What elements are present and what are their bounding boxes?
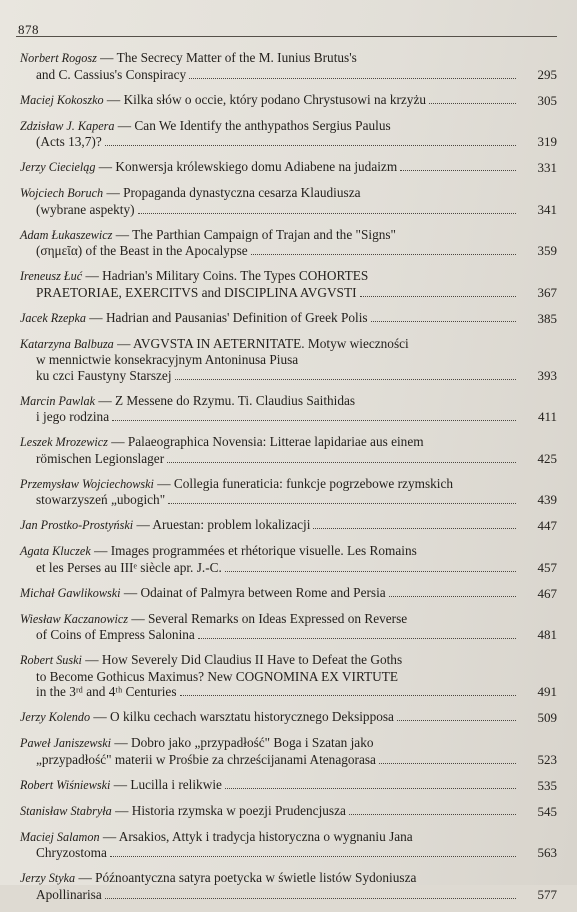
toc-entry — [20, 310, 557, 327]
toc-entry-text — [36, 627, 195, 643]
entry-page-number: 535 — [537, 777, 557, 793]
entry-title-line: Chryzostoma — [36, 845, 107, 860]
entry-title-line: Konwersja królewskiego domu Adiabene na judaizm — [115, 159, 398, 174]
toc-entry-text — [20, 185, 361, 200]
entry-author: Jerzy Ciecieląg — [20, 160, 96, 174]
entry-page-number: 563 — [537, 845, 557, 860]
entry-author: Leszek Mrozewicz — [20, 435, 108, 449]
entry-title-line: Kilka słów o occie, który podano Chrystusowi na krzyżu — [123, 91, 427, 107]
toc-entry — [20, 50, 557, 82]
toc-entry-first-line — [20, 434, 519, 451]
entry-title-line: ku czci Faustyny Starszej — [36, 367, 172, 383]
entry-title-line: stowarzyszeń „ubogich" — [36, 492, 166, 507]
entry-title-line: and C. Cassius's Conspiracy — [36, 66, 187, 82]
toc-entry-first-line — [20, 543, 519, 560]
entry-author: Katarzyna Balbuza — [20, 336, 114, 351]
em-dash: — — [103, 185, 124, 200]
toc-entry — [20, 652, 557, 700]
em-dash: — — [82, 268, 103, 283]
toc-entry-text — [36, 669, 398, 684]
toc-entry-first-line — [20, 185, 519, 202]
dot-leader — [371, 321, 516, 322]
toc-entry-text — [20, 611, 407, 626]
dot-leader — [189, 78, 516, 79]
entry-author: Ireneusz Łuć — [20, 269, 83, 283]
em-dash: — — [95, 159, 116, 174]
entry-page-number: 385 — [537, 310, 557, 326]
entry-title-line: The Secrecy Matter of the M. Iunius Brutus's — [116, 50, 357, 65]
toc-entry-text — [36, 752, 376, 768]
entry-title-line: et les Perses au IIIᵉ siècle apr. J.-C. — [36, 559, 222, 575]
entry-author: Jerzy Styka — [20, 871, 76, 885]
em-dash: — — [81, 652, 102, 667]
dot-leader — [225, 788, 516, 789]
toc-entry-first-line — [20, 310, 519, 327]
toc-entry-text — [20, 50, 357, 65]
entry-page-number: 411 — [537, 409, 557, 424]
toc-entry-continuation-line — [20, 669, 519, 685]
dot-leader — [360, 296, 517, 297]
entry-title-line: Can We Identify the anthypathos Sergius Paulus — [134, 117, 391, 133]
toc-entry — [20, 159, 557, 176]
entry-title-line: PRAETORIAE, EXERCITVS and DISCIPLINA AVGVSTI — [36, 284, 357, 300]
em-dash: — — [128, 610, 148, 626]
entry-title-line: Propaganda dynastyczna cesarza Klaudiusza — [123, 185, 361, 200]
toc-entry-text — [36, 684, 177, 700]
toc-entry — [20, 829, 557, 861]
toc-entry-text — [20, 777, 222, 794]
toc-entry — [20, 585, 557, 602]
entry-author: Wiesław Kaczanowicz — [20, 611, 128, 626]
toc-entry-continuation-line — [20, 285, 519, 301]
toc-entry-first-line — [20, 803, 519, 820]
toc-entry-text — [20, 434, 424, 449]
toc-entry-first-line — [20, 118, 519, 135]
toc-entry-text — [20, 92, 426, 109]
entry-author: Marcin Pawlak — [20, 393, 96, 408]
entry-page-number: 425 — [537, 450, 557, 466]
em-dash: — — [114, 117, 135, 133]
entry-title-line: (wybrane aspekty) — [36, 201, 135, 217]
entry-title-line: Several Remarks on Ideas Expressed on Reverse — [147, 610, 408, 626]
dot-leader — [105, 145, 516, 146]
dot-leader — [198, 638, 516, 639]
toc-entry-continuation-line — [20, 845, 519, 861]
entry-title-line: The Parthian Campaign of Trajan and the "Signs" — [132, 226, 396, 242]
toc-entry-text — [20, 735, 374, 750]
entry-page-number: 523 — [537, 751, 557, 767]
em-dash: — — [153, 475, 174, 491]
toc-entry-text — [20, 585, 386, 602]
dot-leader — [400, 170, 516, 171]
toc-entry-first-line — [20, 227, 519, 244]
toc-entry-text — [36, 409, 109, 425]
dot-leader — [313, 528, 516, 529]
toc-entry-continuation-line — [20, 684, 519, 700]
toc-entry-continuation-line — [20, 409, 519, 425]
entry-page-number: 439 — [537, 492, 557, 507]
em-dash: — — [110, 776, 131, 792]
entry-page-number: 545 — [537, 803, 557, 819]
toc-entry — [20, 434, 557, 466]
entry-page-number: 319 — [537, 134, 557, 149]
em-dash: — — [85, 309, 106, 325]
entry-page-number: 367 — [537, 284, 557, 300]
toc-entry-first-line — [20, 268, 519, 285]
entry-page-number: 393 — [537, 367, 557, 383]
toc-entry — [20, 92, 557, 109]
entry-title-line: Późnoantyczna satyra poetycka w świetle listów Sydoniusza — [95, 870, 417, 885]
entry-title-line: Hadrian's Military Coins. The Types COHORTES — [102, 268, 369, 283]
entry-title-line: Historia rzymska w poezji Prudencjusza — [131, 802, 346, 818]
dot-leader — [175, 379, 516, 380]
toc-entry-text — [20, 829, 413, 844]
toc-entry-first-line — [20, 777, 519, 794]
entry-author: Jerzy Kolendo — [20, 710, 91, 724]
entry-title-line: Hadrian and Pausanias' Definition of Greek Polis — [105, 309, 368, 325]
entry-author: Paweł Janiszewski — [20, 736, 112, 750]
entry-author: Adam Łukaszewicz — [20, 227, 113, 242]
dot-leader — [167, 462, 516, 463]
entry-title-line: Aruestan: problem lokalizacji — [152, 517, 311, 532]
toc-entry-first-line — [20, 50, 519, 67]
entry-page-number: 331 — [537, 160, 557, 175]
toc-entry-first-line — [20, 709, 519, 726]
em-dash: — — [75, 870, 96, 885]
em-dash: — — [96, 50, 117, 65]
entry-author: Agata Kluczek — [20, 544, 91, 558]
toc-entry — [20, 268, 557, 300]
entry-title-line: How Severely Did Claudius II Have to Defeat the Goths — [101, 652, 403, 667]
entry-author: Przemysław Wojciechowski — [20, 476, 154, 491]
toc-entry-text — [20, 543, 417, 558]
toc-entry — [20, 336, 557, 384]
em-dash: — — [112, 226, 133, 242]
entry-page-number: 491 — [537, 684, 557, 699]
toc-entry-text — [20, 268, 368, 283]
toc-entry-first-line — [20, 336, 519, 353]
toc-entry-text — [36, 887, 102, 903]
em-dash: — — [99, 828, 119, 844]
entry-title-line: of Coins of Empress Salonina — [36, 627, 195, 642]
dot-leader — [138, 213, 516, 214]
entry-author: Maciej Salamon — [20, 829, 100, 844]
toc-entry-text — [20, 310, 368, 327]
dot-leader — [110, 856, 516, 857]
table-of-contents — [20, 50, 557, 912]
entry-author: Zdzisław J. Kapera — [20, 118, 115, 133]
toc-entry-continuation-line — [20, 492, 519, 508]
entry-author: Jacek Rzepka — [20, 310, 86, 325]
entry-page-number: 341 — [537, 201, 557, 217]
toc-entry-continuation-line — [20, 368, 519, 384]
toc-entry-first-line — [20, 611, 519, 628]
entry-title-line: to Become Gothicus Maximus? New COGNOMINA EX VIRTUTE — [36, 668, 398, 684]
entry-title-line: Images programmées et rhétorique visuelle. Les Romains — [110, 543, 417, 558]
toc-entry — [20, 803, 557, 820]
toc-entry-text — [36, 368, 172, 384]
dot-leader — [379, 763, 516, 764]
em-dash: — — [95, 392, 115, 408]
entry-title-line: Apollinarisa — [36, 886, 102, 902]
toc-entry-text — [36, 243, 248, 259]
toc-entry-first-line — [20, 92, 519, 109]
em-dash: — — [113, 335, 133, 351]
entry-title-line: in the 3ʳᵈ and 4ᵗʰ Centuries — [36, 684, 177, 699]
entry-page-number: 481 — [537, 627, 557, 642]
toc-entry-continuation-line — [20, 202, 519, 218]
toc-entry-text — [20, 336, 409, 351]
em-dash: — — [90, 543, 111, 558]
entry-title-line: Palaeographica Novensia: Litterae lapidariae aus einem — [127, 434, 424, 449]
toc-entry-continuation-line — [20, 352, 519, 368]
toc-entry-first-line — [20, 652, 519, 669]
em-dash: — — [133, 517, 153, 532]
toc-entry — [20, 185, 557, 217]
dot-leader — [225, 571, 516, 572]
em-dash: — — [111, 735, 132, 750]
entry-title-line: Arsakios, Attyk i tradycja historyczna o wygnaniu Jana — [118, 828, 413, 844]
toc-entry-text — [36, 352, 298, 367]
entry-title-line: O kilku cechach warsztatu historycznego Deksipposa — [110, 709, 394, 724]
entry-title-line: Z Messene do Rzymu. Ti. Claudius Saithidas — [114, 392, 356, 408]
header-rule — [16, 36, 557, 37]
entry-title-line: Lucilla i relikwie — [130, 776, 222, 792]
toc-entry-first-line — [20, 585, 519, 602]
dot-leader — [251, 254, 516, 255]
toc-entry-text — [36, 560, 222, 576]
entry-title-line: AVGVSTA IN AETERNITATE. Motyw wieczności — [133, 335, 409, 351]
toc-entry-text — [20, 227, 396, 242]
entry-page-number: 577 — [537, 886, 557, 902]
toc-entry — [20, 517, 557, 534]
entry-author: Robert Suski — [20, 653, 82, 667]
dot-leader — [112, 420, 516, 421]
toc-entry-text — [20, 652, 402, 667]
toc-entry-text — [20, 517, 310, 534]
toc-entry-first-line — [20, 393, 519, 410]
toc-entry-first-line — [20, 870, 519, 887]
entry-title-line: (Acts 13,7)? — [36, 134, 102, 149]
em-dash: — — [103, 91, 124, 107]
toc-entry — [20, 393, 557, 425]
dot-leader — [105, 898, 516, 899]
toc-entry — [20, 735, 557, 767]
dot-leader — [180, 695, 516, 696]
toc-entry-text — [36, 134, 102, 150]
entry-page-number: 305 — [537, 92, 557, 108]
entry-page-number: 457 — [537, 559, 557, 575]
toc-entry — [20, 870, 557, 902]
dot-leader — [349, 814, 516, 815]
entry-page-number: 509 — [537, 710, 557, 725]
toc-entry-text — [20, 803, 346, 820]
entry-title-line: (σημεῖα) of the Beast in the Apocalypse — [36, 243, 248, 258]
entry-author: Wojciech Boruch — [20, 186, 104, 200]
toc-entry — [20, 543, 557, 575]
toc-entry-text — [36, 492, 165, 508]
toc-entry-first-line — [20, 735, 519, 752]
entry-title-line: Dobro jako „przypadłość" Boga i Szatan jako — [131, 735, 374, 750]
toc-entry-text — [20, 870, 416, 885]
toc-entry-text — [36, 67, 186, 83]
toc-entry-text — [20, 476, 453, 491]
entry-title-line: römischen Legionslager — [36, 450, 165, 466]
toc-entry-continuation-line — [20, 451, 519, 467]
entry-title-line: i jego rodzina — [36, 409, 110, 424]
entry-page-number: 359 — [537, 243, 557, 258]
toc-entry-continuation-line — [20, 243, 519, 259]
entry-page-number: 295 — [537, 66, 557, 82]
entry-title-line: Collegia funeraticia: funkcje pogrzebowe rzymskich — [173, 475, 454, 491]
toc-entry-first-line — [20, 517, 519, 534]
dot-leader — [429, 103, 516, 104]
entry-author: Jan Prostko-Prostyński — [20, 518, 134, 532]
em-dash: — — [90, 709, 111, 724]
toc-entry — [20, 476, 557, 508]
toc-entry-continuation-line — [20, 560, 519, 576]
toc-entry-text — [20, 118, 391, 133]
toc-entry-continuation-line — [20, 627, 519, 643]
entry-author: Maciej Kokoszko — [20, 92, 104, 107]
dot-leader — [397, 720, 516, 721]
toc-entry — [20, 118, 557, 150]
em-dash: — — [111, 802, 132, 818]
toc-entry — [20, 709, 557, 726]
entry-title-line: w mennictwie konsekracyjnym Antoninusa Piusa — [36, 352, 299, 367]
toc-entry-text — [20, 709, 394, 726]
toc-entry — [20, 777, 557, 794]
toc-entry-text — [36, 202, 135, 218]
entry-page-number: 447 — [537, 518, 557, 533]
entry-author: Michał Gawlikowski — [20, 585, 121, 600]
toc-entry-text — [20, 393, 355, 408]
toc-entry-text — [36, 285, 357, 301]
toc-entry-first-line — [20, 476, 519, 493]
entry-title-line: Odainat of Palmyra between Rome and Persia — [140, 584, 386, 600]
em-dash: — — [120, 584, 141, 600]
toc-entry-text — [36, 451, 164, 467]
dot-leader — [168, 503, 516, 504]
toc-entry-continuation-line — [20, 67, 519, 83]
toc-entry-continuation-line — [20, 752, 519, 768]
toc-entry-text — [36, 845, 107, 861]
entry-author: Robert Wiśniewski — [20, 777, 111, 792]
page-number: 878 — [18, 22, 39, 37]
toc-entry-text — [20, 159, 397, 176]
toc-entry-first-line — [20, 159, 519, 176]
toc-entry — [20, 227, 557, 259]
entry-author: Stanisław Stabryła — [20, 803, 112, 818]
em-dash: — — [107, 434, 128, 449]
dot-leader — [389, 596, 516, 597]
entry-page-number: 467 — [537, 585, 557, 601]
toc-entry-first-line — [20, 829, 519, 846]
entry-title-line: „przypadłość" materii w Prośbie za chrześcijanami Atenagorasa — [36, 751, 376, 767]
toc-entry-continuation-line — [20, 887, 519, 903]
entry-author: Norbert Rogosz — [20, 51, 97, 65]
toc-entry-continuation-line — [20, 134, 519, 150]
toc-entry — [20, 611, 557, 643]
